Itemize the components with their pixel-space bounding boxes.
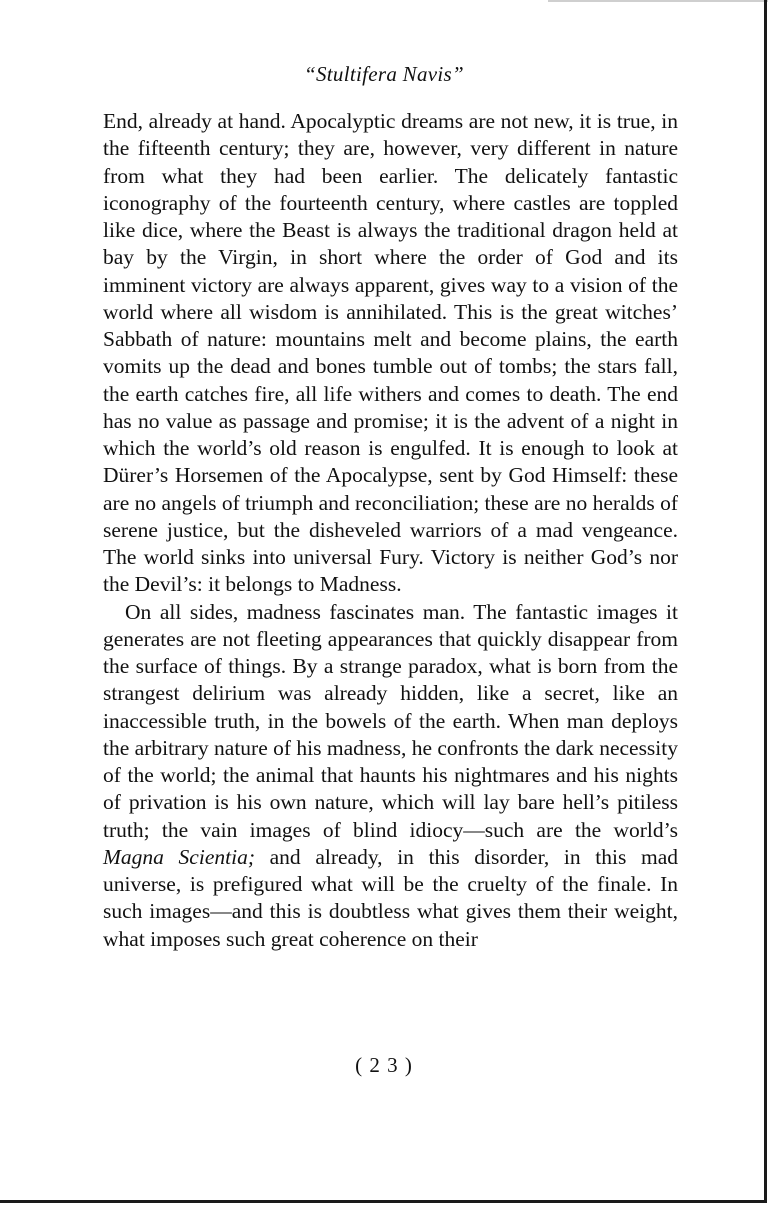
paragraph-1: End, already at hand. Apocalyptic dreams are not new, it is true, in the fifteenth century; they are, however, very different in nature from what they had been earlier. The delicately fantastic iconography of the fourteenth century, where castles are toppled like dice, where the Beast is always the traditional dragon held at bay by the Virgin, in short where the order of God and its imminent victory are always apparent, gives way to a vision of the world where all wisdom is annihilated. This is the great witches’ Sabbath of nature: mountains melt and become plains, the earth vomits up the dead and bones tumble out of tombs; the stars fall, the earth catches fire, all life withers and comes to death. The end has no value as passage and promise; it is the advent of a night in which the world’s old reason is engulfed. It is enough to look at Dürer’s Horsemen of the Apocalypse, sent by God Himself: these are no angels of triumph and reconciliation; these are no heralds of serene justice, but the disheveled warriors of a mad vengeance. The world sinks into universal Fury. Victory is neither God’s nor the Devil’s: it belongs to Madness. xyxy=(103,109,678,597)
top-edge-rule xyxy=(548,0,768,2)
paragraph-2 xyxy=(103,599,678,953)
body-text xyxy=(103,108,678,953)
paragraph-2-text-a: On all sides, madness fascinates man. The fantastic images it generates are not fleeting appearances that quickly disappear from the surface of things. By a strange paradox, what is born from the strangest delirium was already hidden, like a secret, like an inaccessible truth, in the bowels of the earth. When man deploys the arbitrary nature of his madness, he confronts the dark necessity of the world; the animal that haunts his nightmares and his nights of privation is his own nature, which will lay bare hell’s pitiless truth; the vain images of blind idiocy—such are the world’s xyxy=(103,599,678,842)
page-number: ( 2 3 ) xyxy=(355,1053,413,1077)
running-head: “Stultifera Navis” xyxy=(303,62,464,86)
paragraph-2-italic-term: Magna Scientia; xyxy=(103,844,255,869)
paragraph-2-text-b: and already, in this disorder, in this mad universe, is prefigured what will be the cruelty of the finale. In such images—and this is doubtless what gives them their weight, what imposes such great coherence on their xyxy=(103,844,679,951)
